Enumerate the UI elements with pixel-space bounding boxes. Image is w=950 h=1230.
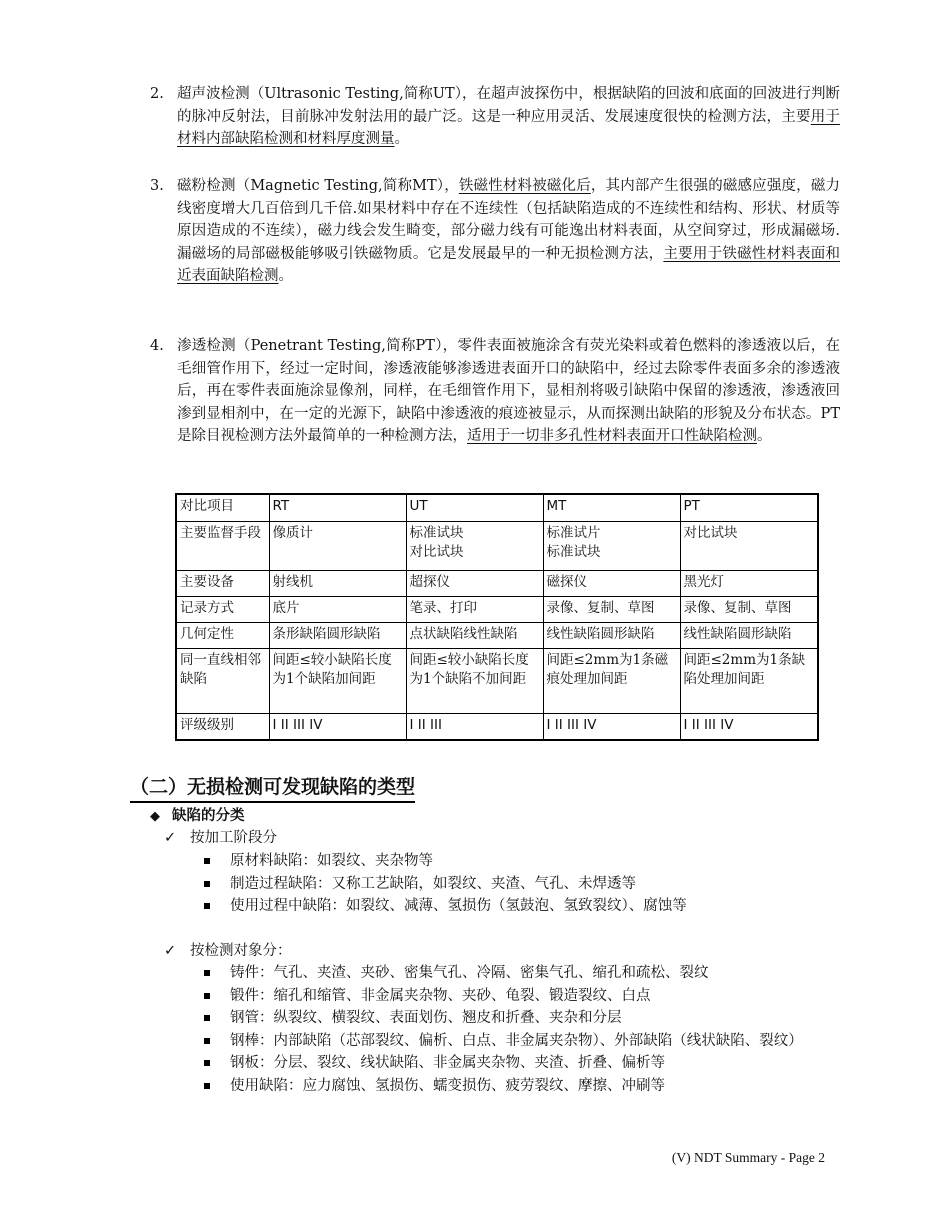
- list-item: [200, 895, 840, 918]
- table-cell: 间距≤2mm为1条磁痕处理加间距: [543, 649, 680, 714]
- paragraph-ut: [150, 83, 840, 151]
- table-row: [176, 522, 818, 571]
- subtitle-text: 缺陷的分类: [172, 807, 245, 824]
- table-row: [176, 597, 818, 623]
- ut-underlined: 用于材料内部缺陷检测和材料厚度测量: [177, 108, 841, 147]
- table-row: [176, 649, 818, 714]
- table-header-cell: PT: [680, 494, 818, 522]
- table-cell: 像质计: [269, 522, 406, 571]
- table-row: [176, 714, 818, 741]
- table-cell: 标准试片 标准试块: [543, 522, 680, 571]
- table-cell: I II III IV: [543, 714, 680, 741]
- list-item-text: 铸件：气孔、夹渣、夹砂、密集气孔、冷隔、密集气孔、缩孔和疏松、裂纹: [230, 965, 709, 981]
- table-cell: 线性缺陷圆形缺陷: [543, 623, 680, 649]
- list-item: [200, 962, 840, 985]
- group-label: 按加工阶段分: [190, 830, 277, 846]
- table-cell: 线性缺陷圆形缺陷: [680, 623, 818, 649]
- list-item: [200, 985, 840, 1008]
- group-heading: [164, 940, 292, 962]
- paragraph-pt: [150, 335, 840, 448]
- list-item: [200, 1007, 840, 1030]
- list-item-text: 钢棒：内部缺陷（芯部裂纹、偏析、白点、非金属夹杂物）、外部缺陷（线状缺陷、裂纹）: [230, 1032, 803, 1049]
- square-bullet-icon: [204, 970, 210, 976]
- table-cell: 底片: [269, 597, 406, 623]
- table-cell: I II III: [406, 714, 543, 741]
- group-label: 按检测对象分：: [190, 943, 292, 959]
- table-header-cell: MT: [543, 494, 680, 522]
- list-item: [200, 850, 840, 873]
- list-item: [200, 1075, 840, 1098]
- table-cell: 射线机: [269, 571, 406, 597]
- square-bullet-icon: [204, 1083, 210, 1089]
- group-heading: [164, 827, 277, 849]
- checkmark-icon: ✓: [164, 830, 177, 846]
- list-item: [200, 1030, 840, 1053]
- diamond-bullet-icon: ◆: [150, 809, 160, 824]
- table-cell: I II III IV: [269, 714, 406, 741]
- comparison-table: [175, 493, 819, 741]
- mt-tail: 。: [278, 268, 293, 284]
- table-cell: 录像、复制、草图: [680, 597, 818, 623]
- table-cell: 点状缺陷线性缺陷: [406, 623, 543, 649]
- table-cell: 对比试块: [680, 522, 818, 571]
- table-header-cell: 对比项目: [176, 494, 269, 522]
- table-header-cell: RT: [269, 494, 406, 522]
- list-item-text: 使用缺陷：应力腐蚀、氢损伤、蠕变损伤、疲劳裂纹、摩擦、冲刷等: [230, 1077, 665, 1094]
- square-bullet-icon: [204, 881, 210, 887]
- page-footer: (V) NDT Summary - Page 2: [671, 1150, 825, 1165]
- table-cell: I II III IV: [680, 714, 818, 741]
- mt-underlined-1: 铁磁性材料被磁化后: [458, 178, 591, 194]
- table-cell: 磁探仪: [543, 571, 680, 597]
- checkmark-icon: ✓: [164, 943, 177, 959]
- list-item: [200, 1052, 840, 1075]
- table-cell: 超探仪: [406, 571, 543, 597]
- list-item-text: 使用过程中缺陷：如裂纹、减薄、氢损伤（氢鼓泡、氢致裂纹）、腐蚀等: [230, 898, 687, 914]
- table-cell: 几何定性: [176, 623, 269, 649]
- item-number: 4.: [150, 338, 164, 354]
- table-cell: 同一直线相邻缺陷: [176, 649, 269, 714]
- list-item-text: 钢板：分层、裂纹、线状缺陷、非金属夹杂物、夹渣、折叠、偏析等: [230, 1055, 665, 1071]
- square-bullet-icon: [204, 903, 210, 909]
- pt-tail: 。: [757, 428, 772, 444]
- table-cell: 评级级别: [176, 714, 269, 741]
- table-cell: 间距≤2mm为1条缺陷处理加间距: [680, 649, 818, 714]
- item-number: 2.: [150, 86, 164, 102]
- list-item-text: 钢管：纵裂纹、横裂纹、表面划伤、翘皮和折叠、夹杂和分层: [230, 1010, 622, 1026]
- table-cell: 间距≤较小缺陷长度为1个缺陷加间距: [269, 649, 406, 714]
- pt-underlined: 适用于一切非多孔性材料表面开口性缺陷检测: [467, 428, 757, 444]
- table-header-cell: UT: [406, 494, 543, 522]
- table-cell: 记录方式: [176, 597, 269, 623]
- square-bullet-icon: [204, 1060, 210, 1066]
- ut-text: 超声波检测（Ultrasonic Testing,简称UT），在超声波探伤中，根据缺陷的回波和底面的回波进行判断的脉冲反射法，目前脉冲发射法用的最广泛。这是一种应用灵活、发展速度很快的检测方法，主要: [177, 86, 840, 125]
- mt-text: ，其内部产生很强的磁感应强度，磁力线密度增大几百倍到几千倍.如果材料中存在不连续性（包括缺陷造成的不连续性和结构、形状、材质等原因造成的不连续），磁力线会发生畸变，部分磁力线有可能逸出材料表面，从空间穿过，形成漏磁场.漏磁场的局部磁极能够吸引铁磁物质。它是发展最早的一种无损检测方法，: [177, 178, 841, 262]
- section-subtitle: [150, 806, 245, 827]
- mt-text-pre: 磁粉检测（Magnetic Testing,简称MT），: [177, 178, 459, 194]
- list-item-text: 原材料缺陷：如裂纹、夹杂物等: [230, 853, 433, 869]
- table-row: [176, 623, 818, 649]
- list-item: [200, 873, 840, 896]
- square-bullet-icon: [204, 1015, 210, 1021]
- mt-underlined: 主要用于铁磁性材料表面和近表面缺陷检测: [177, 245, 840, 284]
- pt-text: 渗透检测（Penetrant Testing,简称PT），零件表面被施涂含有荧光染料或着色燃料的渗透液以后，在毛细管作用下，经过一定时间，渗透液能够渗透进表面开口的缺陷中，经过去除零件表面多余的渗透液后，再在零件表面施涂显像剂，同样，在毛细管作用下，显相剂将吸引缺陷中保留的渗透液，渗透液回渗到显相剂中，在一定的光源下，缺陷中渗透液的痕迹被显示，从而探测出缺陷的形貌及分布状态。PT 是除目视检测方法外最简单的一种检测方法，: [177, 338, 840, 444]
- defect-list-by-stage: [200, 850, 840, 918]
- table-cell: 主要监督手段: [176, 522, 269, 571]
- table-cell: 间距≤较小缺陷长度为1个缺陷不加间距: [406, 649, 543, 714]
- table-cell: 录像、复制、草图: [543, 597, 680, 623]
- square-bullet-icon: [204, 993, 210, 999]
- table-header-row: [176, 494, 818, 522]
- table-cell: 主要设备: [176, 571, 269, 597]
- item-number: 3.: [150, 178, 164, 194]
- square-bullet-icon: [204, 1038, 210, 1044]
- table-cell: 条形缺陷圆形缺陷: [269, 623, 406, 649]
- table-cell: 标准试块 对比试块: [406, 522, 543, 571]
- square-bullet-icon: [204, 858, 210, 864]
- table-row: [176, 571, 818, 597]
- table-cell: 笔录、打印: [406, 597, 543, 623]
- ut-tail: 。: [394, 131, 409, 147]
- section-title: （二）无损检测可发现缺陷的类型: [130, 774, 415, 803]
- list-item-text: 制造过程缺陷：又称工艺缺陷，如裂纹、夹渣、气孔、未焊透等: [230, 875, 636, 892]
- list-item-text: 锻件：缩孔和缩管、非金属夹杂物、夹砂、龟裂、锻造裂纹、白点: [230, 987, 651, 1004]
- table-cell: 黑光灯: [680, 571, 818, 597]
- paragraph-mt: [150, 175, 840, 288]
- defect-list-by-object: [200, 962, 840, 1097]
